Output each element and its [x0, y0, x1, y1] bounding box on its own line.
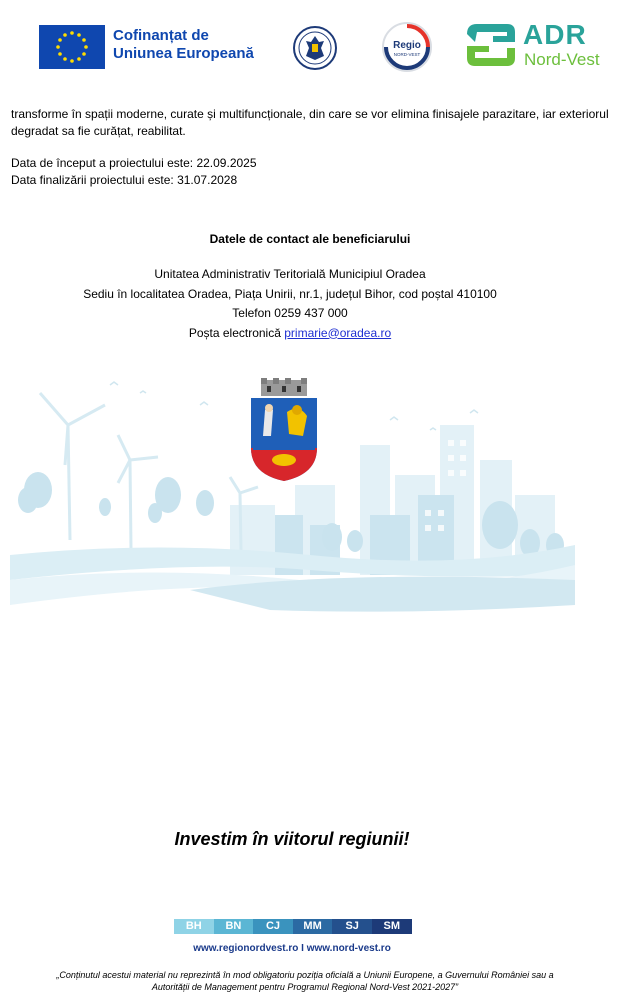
eu-cofinance-label: [113, 27, 254, 63]
header-logos: [0, 0, 620, 80]
eu-line1: Cofinanțat de: [113, 27, 209, 44]
regio-logo-icon: [382, 22, 432, 72]
start-date: Data de început a proiectului este: 22.09.2025: [11, 156, 257, 170]
county-bn: BN: [214, 919, 254, 934]
project-description: transforme în spații moderne, curate și multifuncționale, din care se vor elimina finisajele parazitare, iar exteriorul degradat sa fie curățat, reabilitat.: [11, 107, 609, 138]
contact-institution: Unitatea Administrativ Teritorială Municipiul Oradea: [154, 267, 426, 281]
regio-sub-text: NORD-VEST: [393, 52, 421, 57]
contact-details: [0, 265, 580, 343]
project-dates: [11, 155, 257, 189]
contact-phone: Telefon 0259 437 000: [232, 306, 348, 320]
county-bh: BH: [174, 919, 214, 934]
email-label: Poșta electronică: [188, 325, 285, 340]
disclaimer: „Conținutul acestui material nu reprezintă în mod obligatoriu poziția oficială a Uniunii Europene, a Guvernului României sau a Autorității de Management pentru Programul Regional Nord-Vest 2021-2027”: [56, 970, 554, 992]
oradea-coat-of-arms-icon: [249, 378, 319, 482]
romanian-government-logo-icon: [293, 26, 337, 70]
adr-region: Nord-Vest: [524, 50, 600, 69]
email-link[interactable]: primarie@oradea.ro: [284, 325, 392, 340]
contact-address: Sediu în localitatea Oradea, Piața Unirii, nr.1, județul Bihor, cod poștal 410100: [83, 286, 497, 301]
end-date: Data finalizării proiectului este: 31.07.2028: [11, 173, 238, 187]
eu-line2: Uniunea Europeană: [113, 45, 254, 62]
county-cj: CJ: [253, 919, 293, 934]
eu-flag-icon: [39, 25, 105, 69]
slogan: Investim în viitorul regiunii!: [174, 829, 410, 849]
regio-text: Regio: [393, 40, 421, 51]
adr-name: ADR: [523, 19, 587, 50]
contact-title: Datele de contact ale beneficiarului: [209, 232, 411, 246]
website-links[interactable]: www.regionordvest.ro I www.nord-vest.ro: [193, 943, 391, 954]
county-bar: [174, 919, 412, 934]
county-sm: SM: [372, 919, 412, 934]
county-sj: SJ: [332, 919, 372, 934]
contact-email-line: [0, 324, 580, 344]
county-mm: MM: [293, 919, 333, 934]
